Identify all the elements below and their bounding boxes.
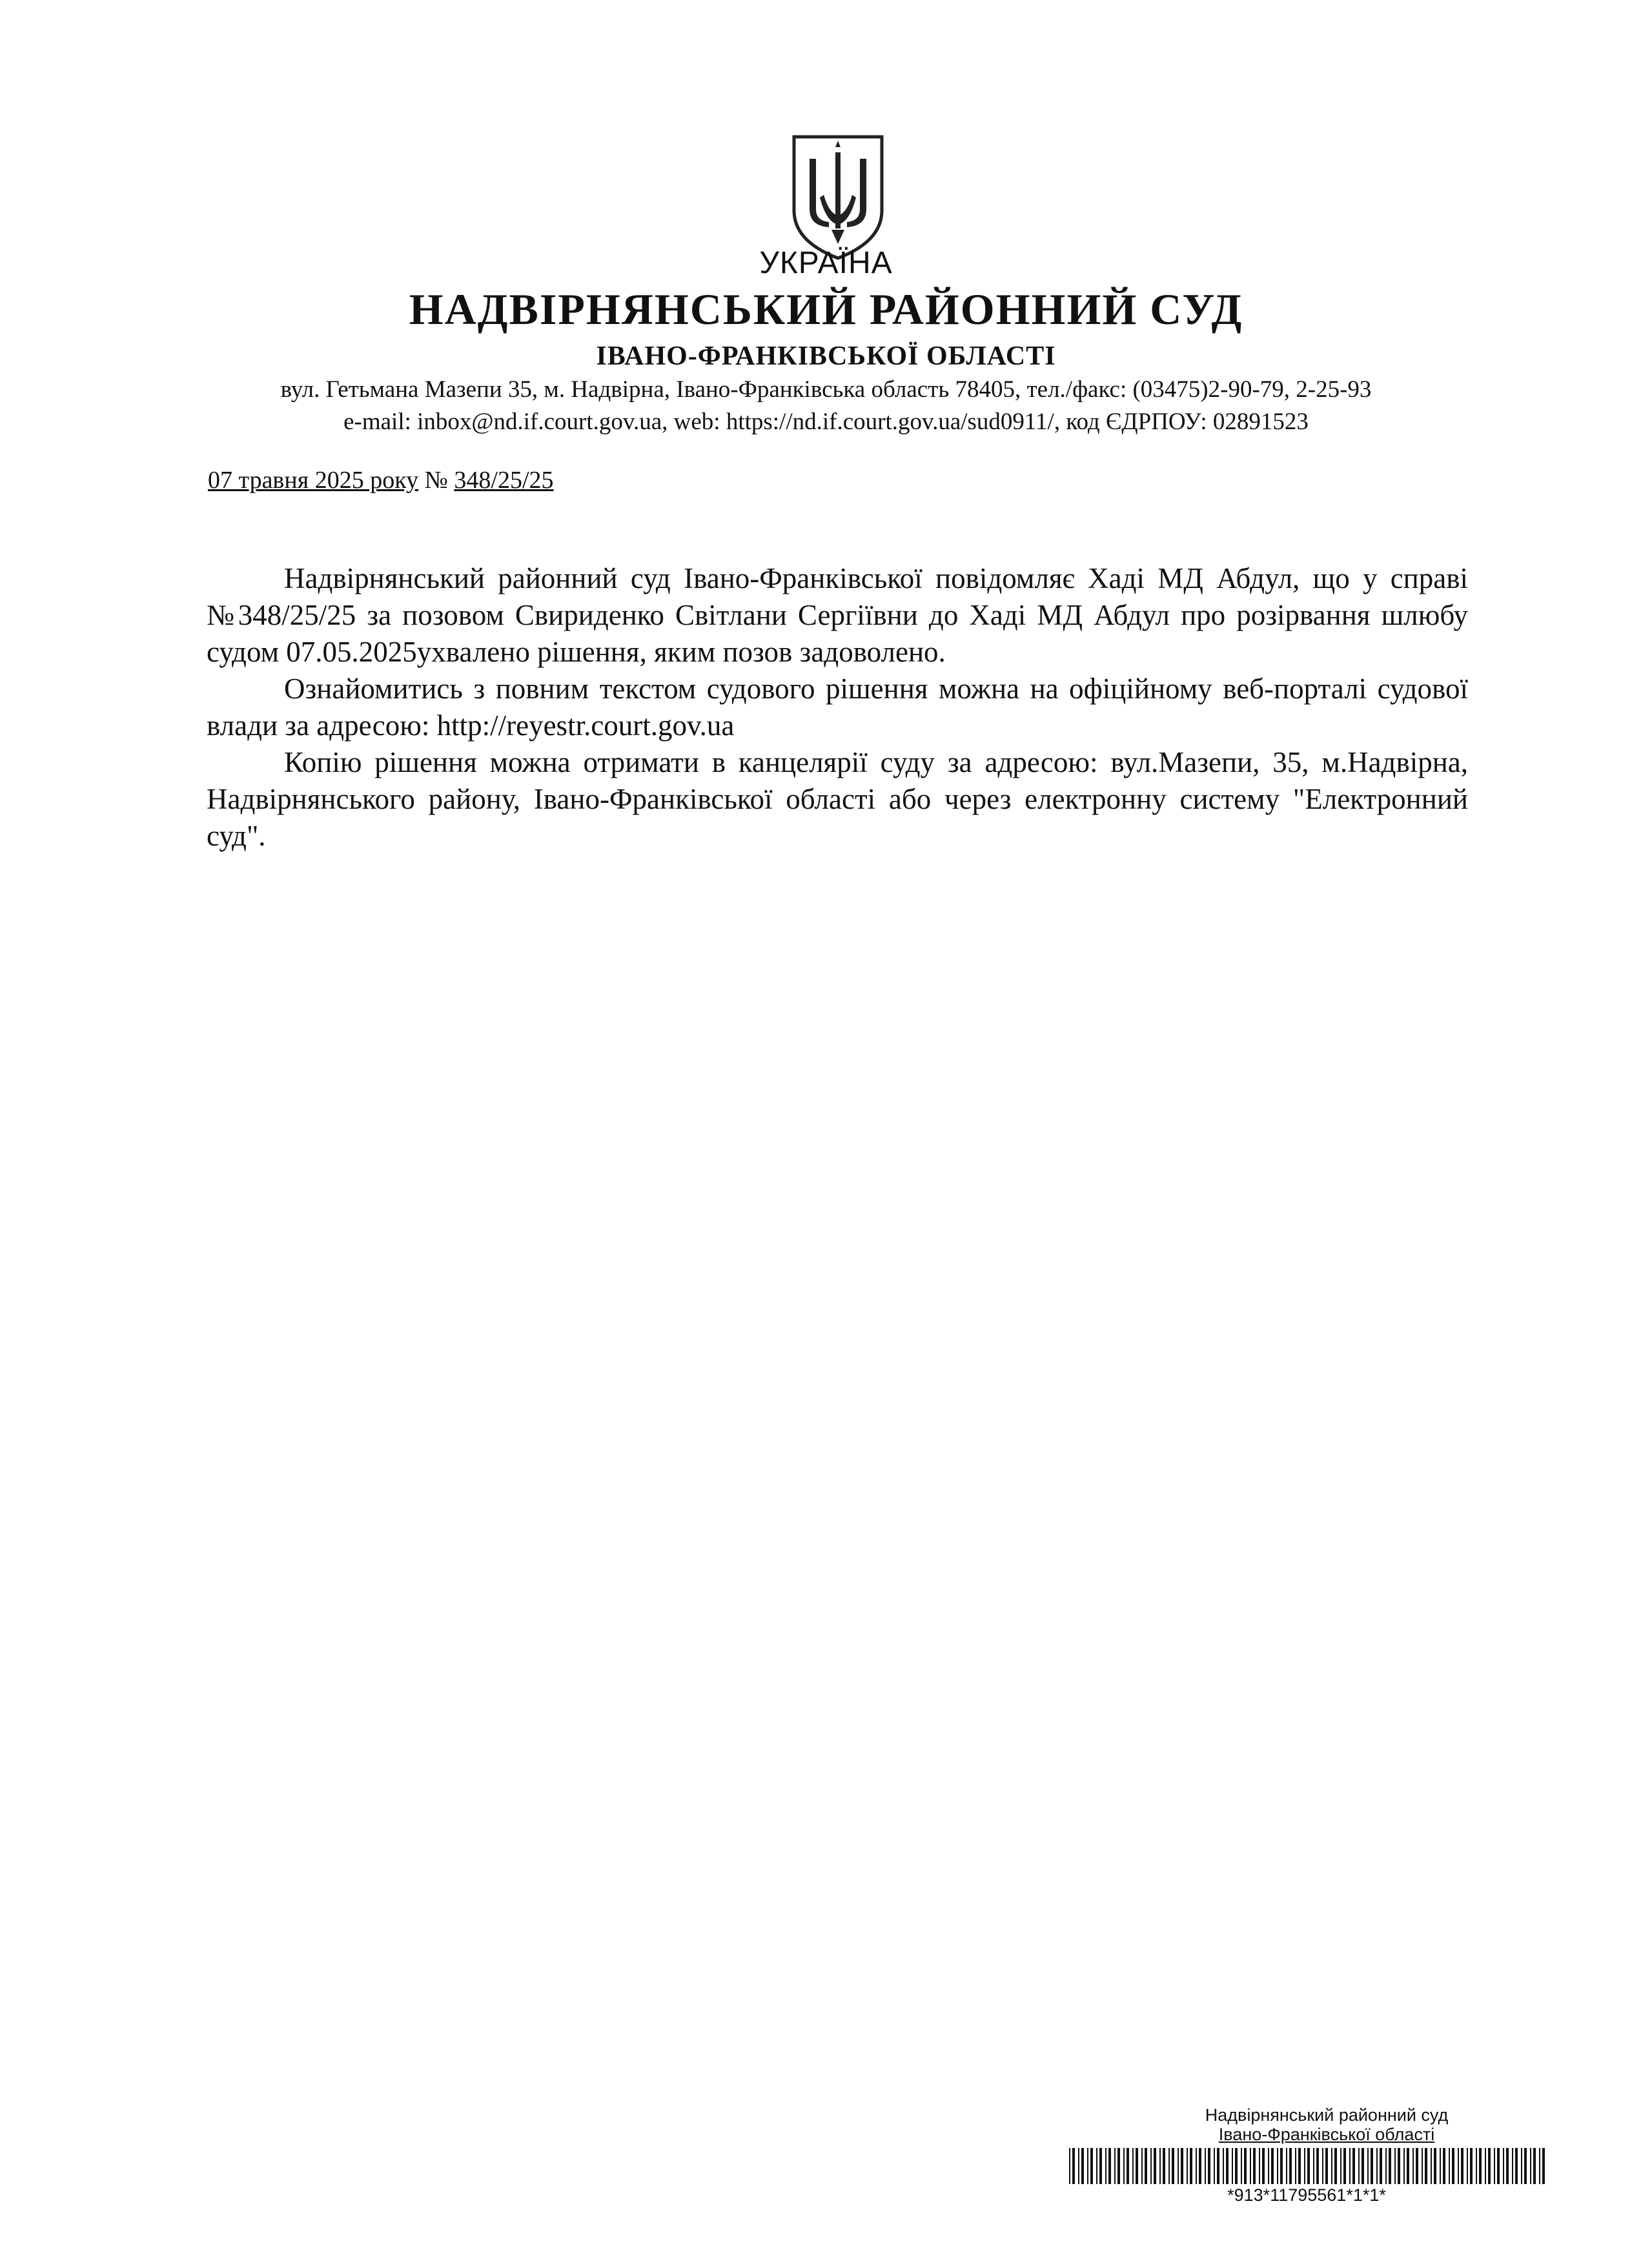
court-address-line: вул. Гетьмана Мазепи 35, м. Надвірна, Івано-Франківська область 78405, тел./факс: (03475)2-90-79, 2-25-93 [280,376,1372,403]
court-name: НАДВІРНЯНСЬКИЙ РАЙОННИЙ СУД [409,285,1243,334]
court-region: ІВАНО-ФРАНКІВСЬКОЇ ОБЛАСТІ [596,341,1056,371]
letter-body [207,560,1468,855]
stamp-court-name: Надвірнянський районний суд [1205,2105,1449,2125]
barcode-number: *913*11795561*1*1* [1227,2185,1386,2205]
letter-reference [208,466,554,494]
country-title: УКРАЇНА [759,246,893,280]
number-sign: № [424,467,448,494]
letter-date: 07 травня 2025 року [208,467,419,494]
body-paragraph-1: Надвірнянський районний суд Івано-Франківської повідомляє Хаді МД Абдул, що у справі №348/25/25 за позовом Свириденко Світлани Сергіївни до Хаді МД Абдул про розірвання шлюбу судом 07.05.2025ухвалено рішення, яким позов задоволено. [207,562,1468,668]
stamp-court-region: Івано-Франківської області [1218,2125,1435,2144]
trident-coat-of-arms-icon [790,133,886,262]
case-number: 348/25/25 [454,467,554,494]
body-paragraph-2: Ознайомитись з повним текстом судового рішення можна на офіційному веб-порталі судової влади за адресою: http://reyestr.court.gov.ua [207,673,1468,742]
body-paragraph-3: Копію рішення можна отримати в канцелярії суду за адресою: вул.Мазепи, 35, м.Надвірна, Надвірнянського району, Івано-Франківської області або через електронну систему "Електронний суд". [207,746,1468,852]
barcode-icon [1068,2148,1545,2184]
court-contact-line: e-mail: inbox@nd.if.court.gov.ua, web: https://nd.if.court.gov.ua/sud0911/, код ЄДРПОУ: 02891523 [343,409,1309,435]
